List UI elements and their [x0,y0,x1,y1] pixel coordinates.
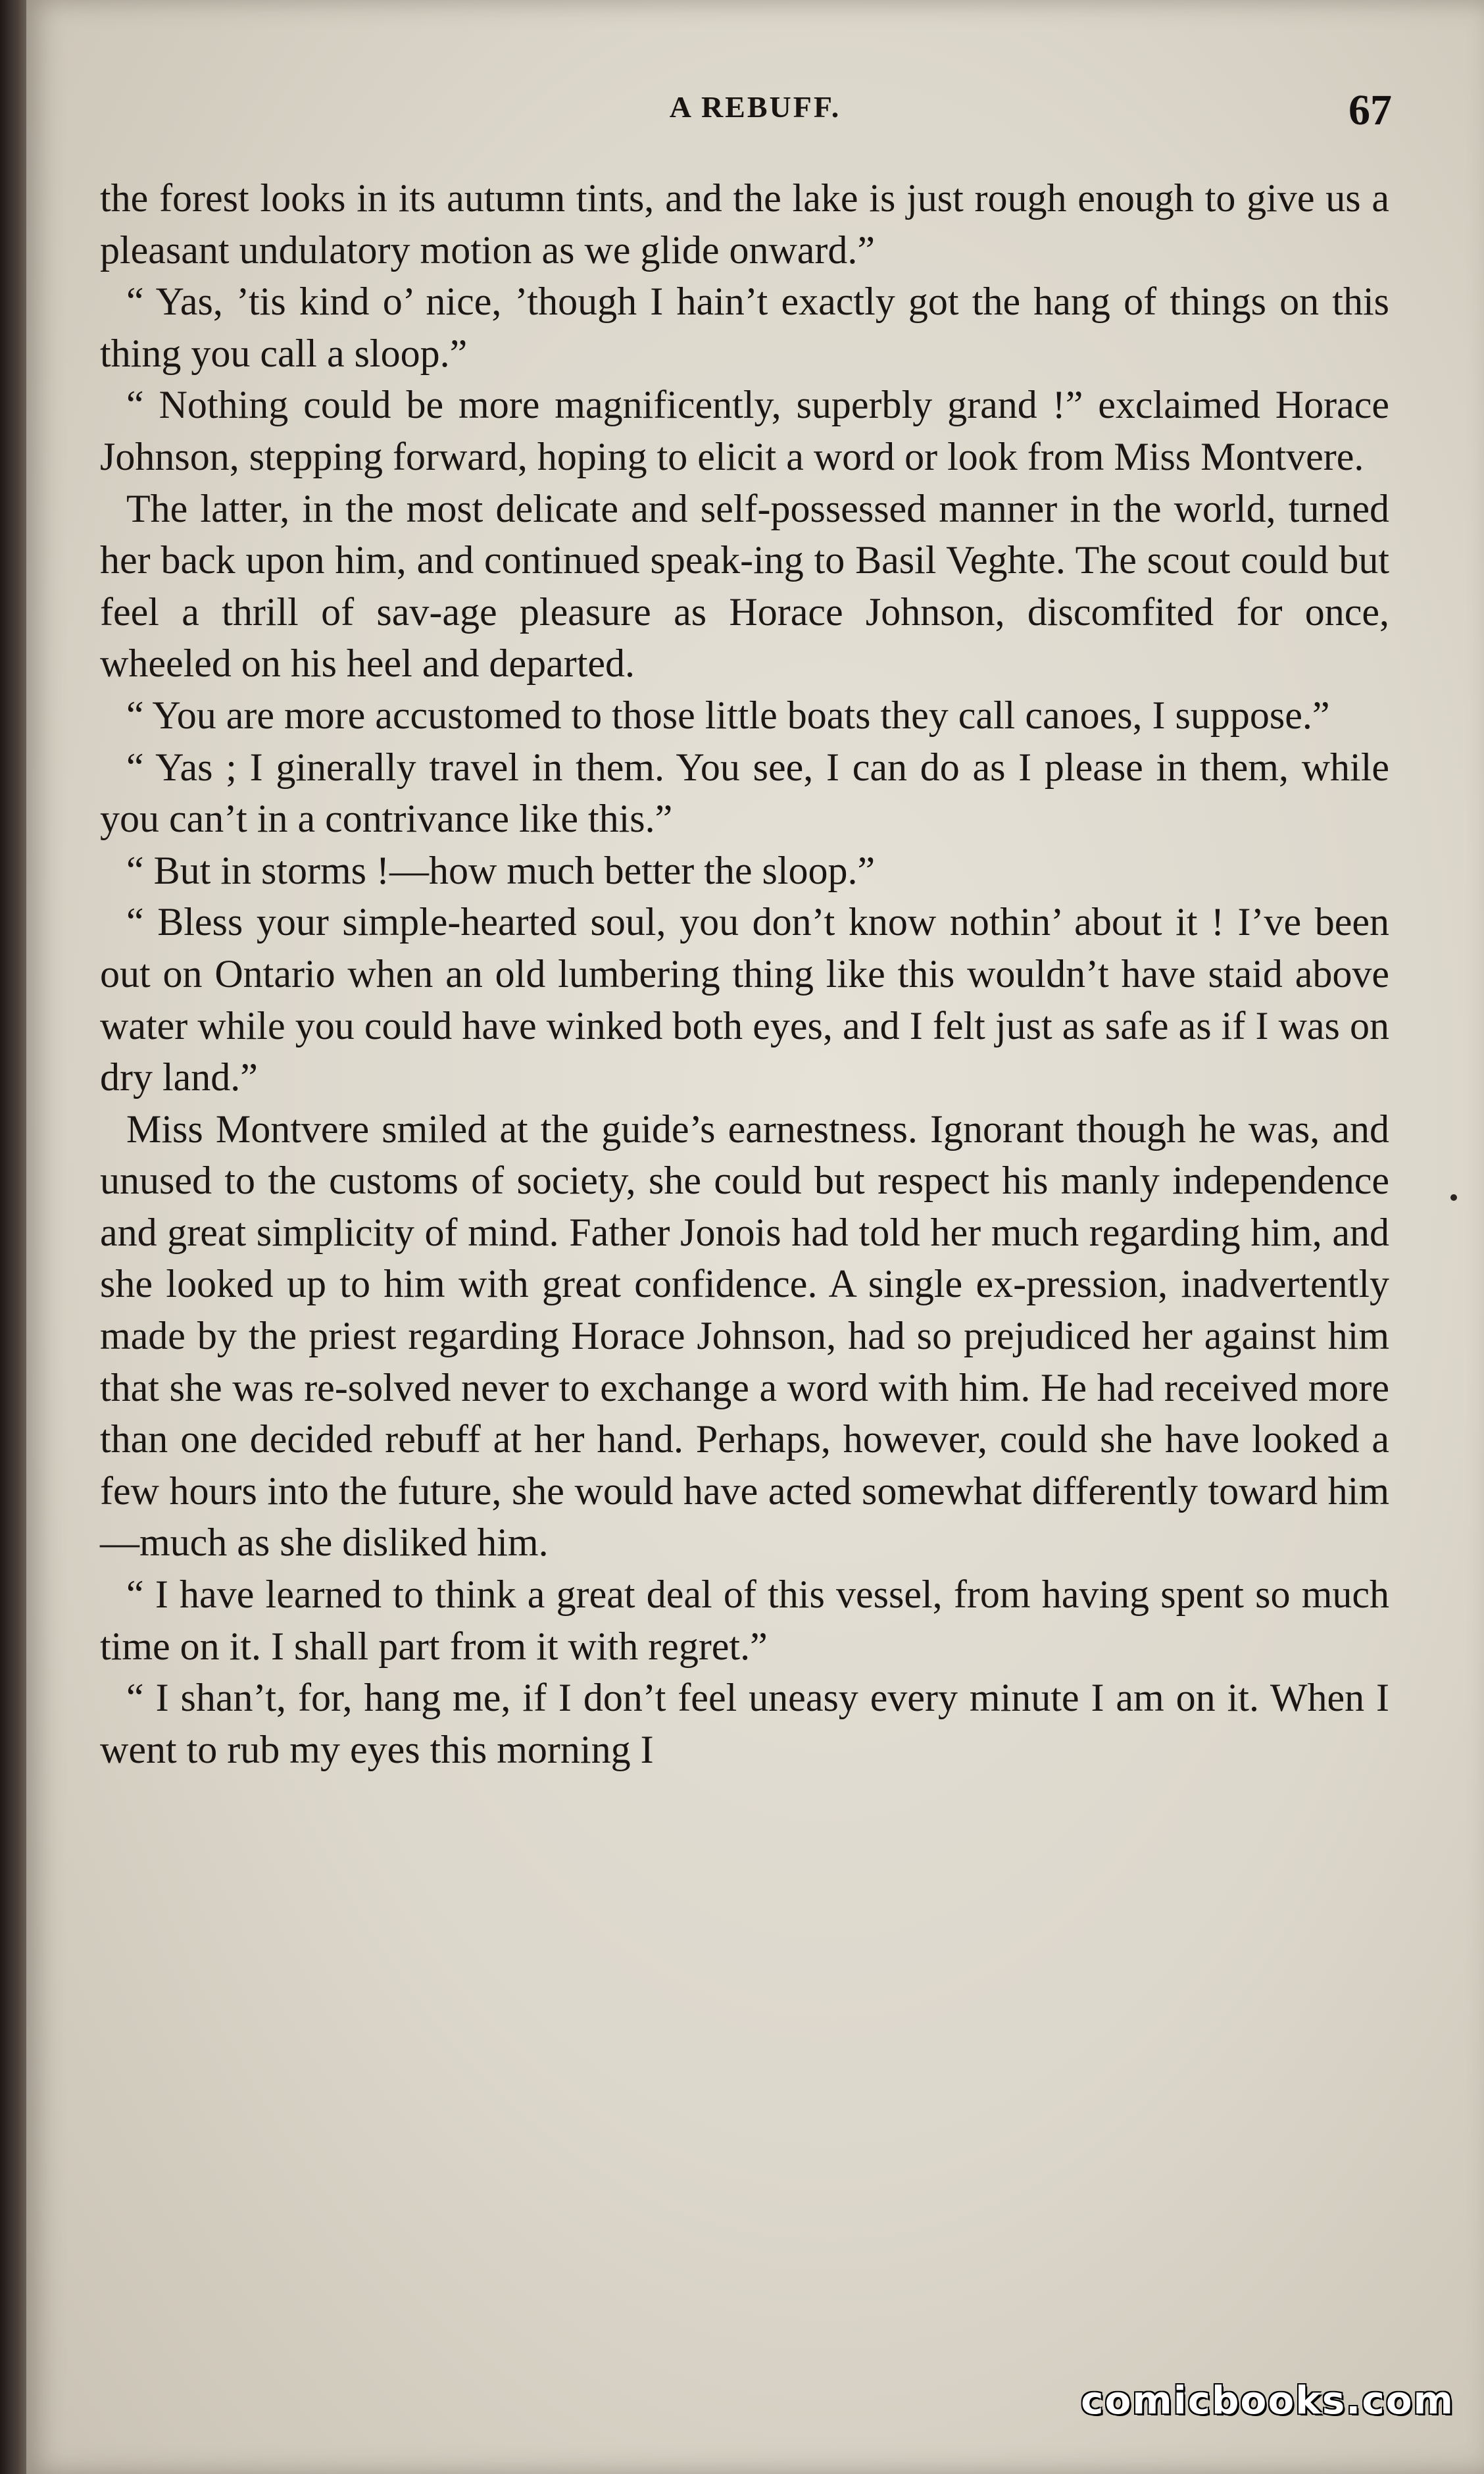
body-text [100,172,1389,1775]
running-head: A REBUFF. [669,90,841,124]
book-page [26,0,1484,2474]
paragraph: “ Nothing could be more magnificently, superbly grand !” exclaimed Horace Johnson, stepping forward, hoping to elicit a word or look from Miss Montvere. [100,383,1389,478]
paragraph: “ You are more accustomed to those little boats they call canoes, I suppose.” [126,693,1330,737]
paragraph: The latter, in the most delicate and self-possessed manner in the world, turned her back upon him, and continued speak-ing to Basil Veghte. The scout could but feel a thrill of sav-age pleasure as Horace Johnson, discomfited for once, wheeled on his heel and departed. [100,486,1389,686]
ink-speck [1450,1194,1457,1201]
paragraph: “ But in storms !—how much better the sloop.” [126,848,876,892]
paragraph: “ Yas ; I ginerally travel in them. You see, I can do as I please in them, while you can’t in a contrivance like this.” [100,745,1389,841]
page-header [26,86,1484,151]
paragraph: Miss Montvere smiled at the guide’s earnestness. Ignorant though he was, and unused to the customs of society, she could but respect his manly independence and great simplicity of mind. Father Jonois had told her much regarding him, and she looked up to him with great confidence. A single ex-pression, inadvertently made by the priest regarding Horace Johnson, had so prejudiced her against him that she was re-solved never to exchange a word with him. He had received more than one decided rebuff at her hand. Perhaps, however, could she have looked a few hours into the future, she would have acted somewhat differently toward him—much as she disliked him. [100,1107,1389,1565]
watermark: comicbooks.com [1081,2378,1454,2423]
page-number: 67 [1348,86,1392,134]
paragraph: “ I have learned to think a great deal of this vessel, from having spent so much time on it. I shall part from it with regret.” [100,1573,1389,1668]
paragraph: “ Yas, ’tis kind o’ nice, ’though I hain’t exactly got the hang of things on this thing you call a sloop.” [100,280,1389,375]
paragraph: the forest looks in its autumn tints, and the lake is just rough enough to give us a pleasant undulatory motion as we glide onward.” [100,176,1389,272]
paragraph: “ I shan’t, for, hang me, if I don’t feel uneasy every minute I am on it. When I went to rub my eyes this morning I [100,1676,1389,1771]
paragraph: “ Bless your simple-hearted soul, you don’t know nothin’ about it ! I’ve been out on Ontario when an old lumbering thing like this wouldn’t have staid above water while you could have winked both eyes, and I felt just as safe as if I was on dry land.” [100,900,1389,1099]
